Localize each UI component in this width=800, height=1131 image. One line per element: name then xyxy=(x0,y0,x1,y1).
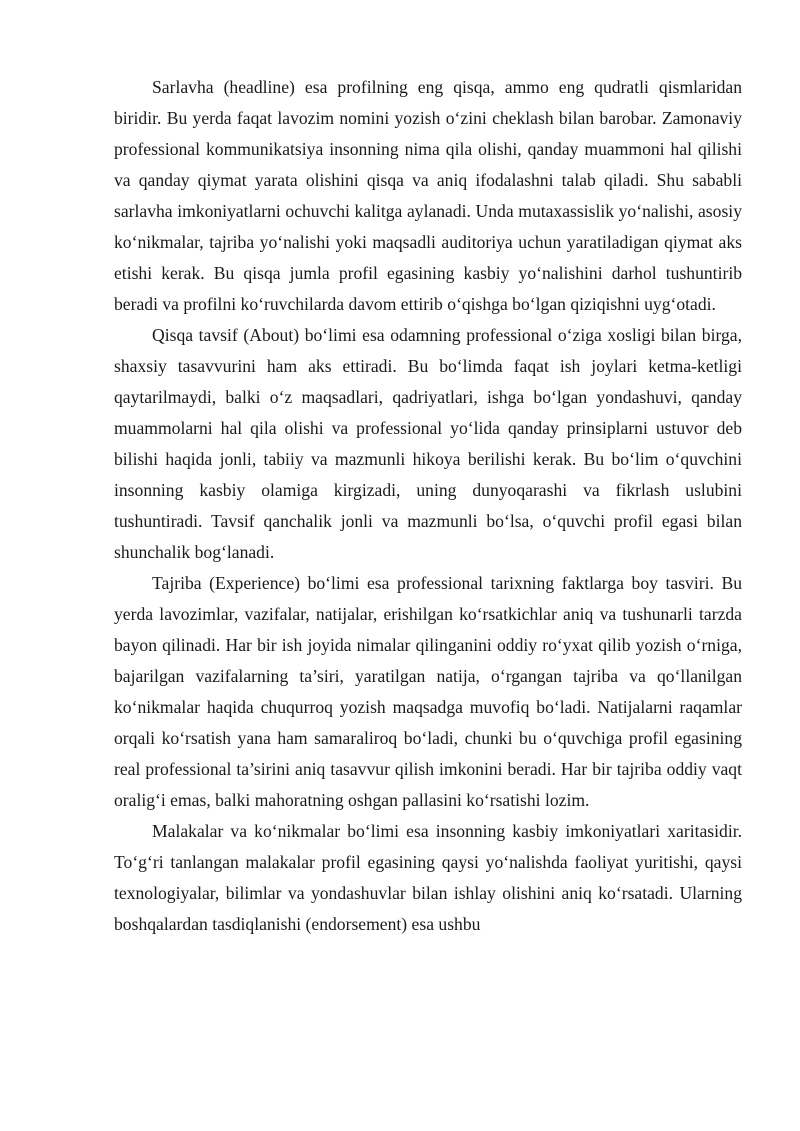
document-page xyxy=(114,72,742,940)
paragraph-skills: Malakalar va ko‘nikmalar bo‘limi esa insonning kasbiy imkoniyatlari xaritasidir. To‘g‘ri tanlangan malakalar profil egasining qaysi yo‘nalishda faoliyat yuritishi, qaysi texnologiyalar, bilimlar va yondashuvlar bilan ishlay olishini aniq ko‘rsatadi. Ularning boshqalardan tasdiqlanishi (endorsement) esa ushbu xyxy=(114,821,742,934)
paragraph-about: Qisqa tavsif (About) bo‘limi esa odamning professional o‘ziga xosligi bilan birga, shaxsiy tasavvurini ham aks ettiradi. Bu bo‘limda faqat ish joylari ketma-ketligi qaytarilmaydi, balki o‘z maqsadlari, qadriyatlari, ishga bo‘lgan yondashuvi, qanday muammolarni hal qila olishi va professional yo‘lida qanday prinsiplarni ustuvor deb bilishi haqida jonli, tabiiy va mazmunli hikoya berilishi kerak. Bu bo‘lim o‘quvchini insonning kasbiy olamiga kirgizadi, uning dunyoqarashi va fikrlash uslubini tushuntiradi. Tavsif qanchalik jonli va mazmunli bo‘lsa, o‘quvchi profil egasi bilan shunchalik bog‘lanadi. xyxy=(114,325,742,562)
paragraph-experience: Tajriba (Experience) bo‘limi esa professional tarixning faktlarga boy tasviri. Bu yerda lavozimlar, vazifalar, natijalar, erishilgan ko‘rsatkichlar aniq va tushunarli tarzda bayon qilinadi. Har bir ish joyida nimalar qilinganini oddiy ro‘yxat qilib yozish o‘rniga, bajarilgan vazifalarning ta’siri, yaratilgan natija, o‘rgangan tajriba va qo‘llanilgan ko‘nikmalar haqida chuqurroq yozish maqsadga muvofiq bo‘ladi. Natijalarni raqamlar orqali ko‘rsatish yana ham samaraliroq bo‘ladi, chunki bu o‘quvchiga profil egasining real professional ta’sirini aniq tasavvur qilish imkonini beradi. Har bir tajriba oddiy vaqt oralig‘i emas, balki mahoratning oshgan pallasini ko‘rsatishi lozim. xyxy=(114,573,742,810)
paragraph-headline: Sarlavha (headline) esa profilning eng qisqa, ammo eng qudratli qismlaridan biridir. Bu yerda faqat lavozim nomini yozish o‘zini cheklash bilan barobar. Zamonaviy professional kommunikatsiya insonning nima qila olishi, qanday muammoni hal qilishi va qanday qiymat yarata olishini qisqa va aniq ifodalashni talab qiladi. Shu sababli sarlavha imkoniyatlarni ochuvchi kalitga aylanadi. Unda mutaxassislik yo‘nalishi, asosiy ko‘nikmalar, tajriba yo‘nalishi yoki maqsadli auditoriya uchun yaratiladigan qiymat aks etishi kerak. Bu qisqa jumla profil egasining kasbiy yo‘nalishini darhol tushuntirib beradi va profilni ko‘ruvchilarda davom ettirib o‘qishga bo‘lgan qiziqishni uyg‘otadi. xyxy=(114,77,742,314)
